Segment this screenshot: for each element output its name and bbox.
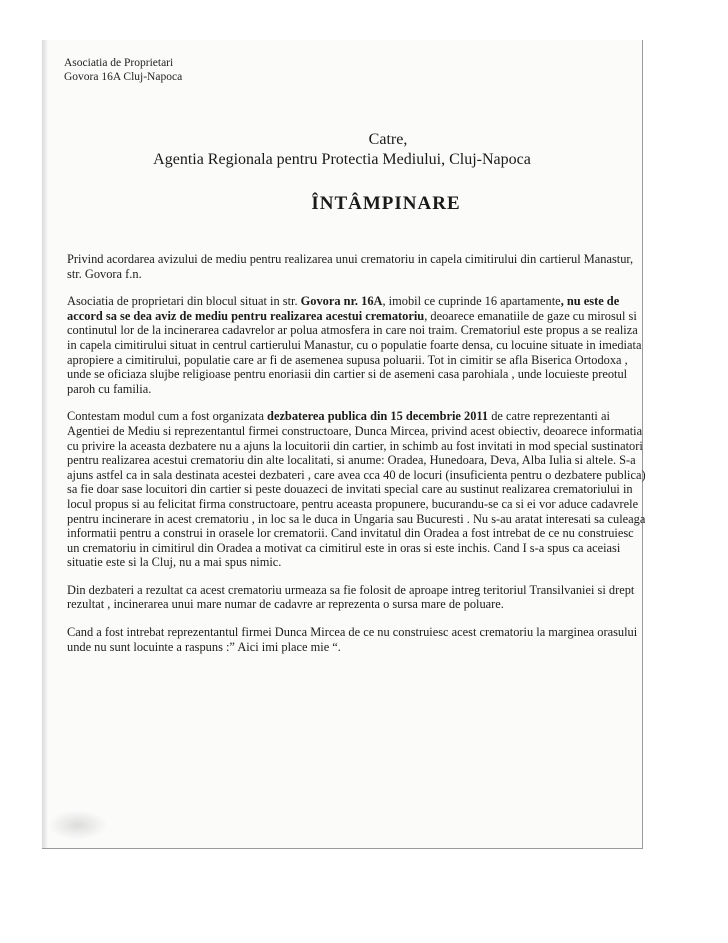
recipient-block [42,130,642,170]
scan-smudge [48,810,108,840]
recipient-salutation: Catre, [368,131,408,148]
document-page [42,40,646,849]
paragraph-result: Din dezbateri a rezultat ca acest crematoriu urmeaza sa fie folosit de aproape intreg teritoriul Transilvaniei si drept rezultat , incinerarea unui mare numar de cadavre ar reprezenta o sursa mare de poluare. [67,582,635,612]
sender-name: Asociatia de Proprietari [64,57,174,69]
sender-address: Govora 16A Cluj-Napoca [64,71,183,83]
recipient-agency: Agentia Regionala pentru Protectia Mediului, Cluj-Napoca [153,151,531,168]
sender-block [64,56,182,84]
paragraph-contest: Contestam modul cum a fost organizata dezbaterea publica din 15 decembrie 2011 de catre reprezentanti ai Agentiei de Mediu si reprezentantul firmei constructoare, Dunca Mircea, privind acest obiectiv, deoarece informatia cu privire la aceasta dezbatere nu a ajuns la locuitorii din cartier, in schimb au fost invitati in mod special sustinatori pentru realizarea acestui crematoriu din alte localitati, si anume: Oradea, Hunedoara, Deva, Alba Iulia si altele. S-a ajuns astfel ca in sala destinata acestei dezbateri , care avea cca 40 de locuri (insuficienta pentru o dezbatere publica) sa fie doar sase locuitori din cartier si peste douazeci de invitati special care au sustinut realizarea crematoriului in locul propus si au felicitat firma constructoare, pentru aceasta propunere, bucurandu-se ca si ei vor aduce cadavrele pentru incinerare in acest crematoriu , in loc sa le duca in Ungaria sau Bucuresti . Nu s-au aratat interesati sa culeaga informatii pentru a construi in orasele lor crematorii. Cand invitatul din Oradea a fost intrebat de ce nu construiesc un crematoriu in cimitirul din Oradea a motivat ca cimitirul este in oras si este inchis. Cand I s-a spus ca aceiasi situatie este si la Cluj, nu a mai spus nimic. [67,409,646,570]
paragraph-objection: Asociatia de proprietari din blocul situat in str. Govora nr. 16A, imobil ce cuprinde 16 apartamente, nu este de accord sa se dea aviz de mediu pentru realizarea acestui crematoriu, deoarece emanatiile de gaze cu mirosul si continutul lor de la incinerarea cadavrelor ar polua atmosfera in care noi traim. Crematoriul este propus a se realiza in capela cimitirului situat in centrul cartierului Manastur, cu o populatie foarte densa, cu locuine situate in imediata apropiere a cimitirului, populatie care ar fi de asemenea supusa poluarii. Tot in cimitir se afla Biserica Ortodoxa , unde se oficiaza slujbe religioase pentru enoriasii din cartier si de asemeni casa parohiala , unde locuieste preotul paroh cu familia. [67,294,642,396]
document-title: ÎNTÂMPINARE [311,193,461,214]
document-body [67,252,649,667]
paragraph-question: Cand a fost intrebat reprezentantul firmei Dunca Mircea de ce nu construiesc acest crematoriu la marginea orasului unde nu sunt locuinte a raspuns :” Aici imi place mie “. [67,625,638,654]
paragraph-subject: Privind acordarea avizului de mediu pentru realizarea unui crematoriu in capela cimitirului din cartierul Manastur, str. Govora f.n. [67,252,634,281]
